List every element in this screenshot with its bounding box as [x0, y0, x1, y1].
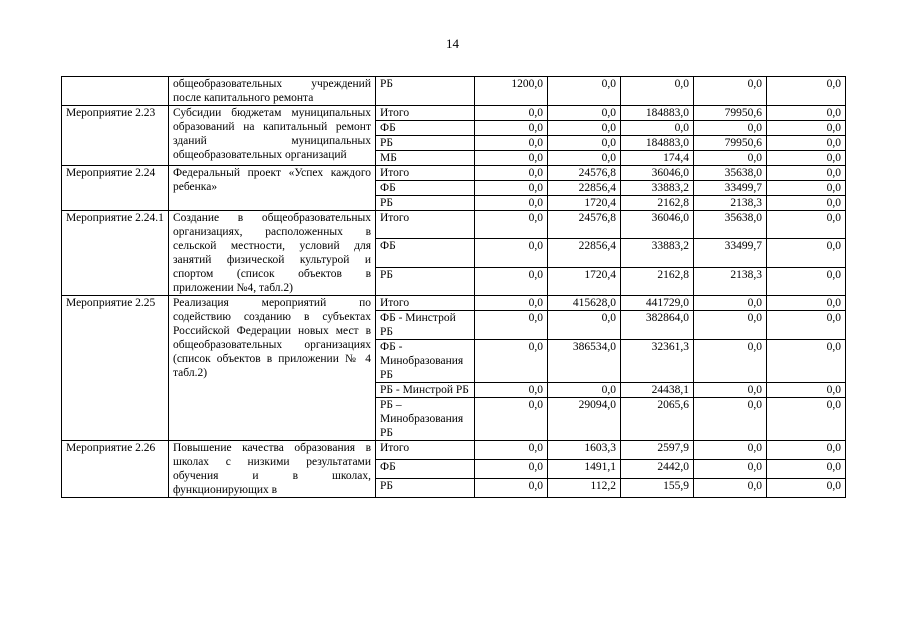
measure-code [62, 77, 169, 106]
funding-source: РБ [376, 479, 475, 498]
funding-source: Итого [376, 166, 475, 181]
table-row [62, 441, 846, 460]
funding-source: ФБ - Минстрой РБ [376, 311, 475, 340]
funding-source: Итого [376, 211, 475, 239]
amount-cell: 0,0 [475, 151, 548, 166]
amount-cell: 35638,0 [694, 166, 767, 181]
funding-source: ФБ [376, 181, 475, 196]
budget-table [61, 76, 846, 498]
amount-cell: 1603,3 [548, 441, 621, 460]
amount-cell: 35638,0 [694, 211, 767, 239]
amount-cell: 0,0 [475, 121, 548, 136]
amount-cell: 0,0 [694, 296, 767, 311]
funding-source: РБ [376, 267, 475, 295]
amount-cell: 184883,0 [621, 136, 694, 151]
amount-cell: 0,0 [694, 479, 767, 498]
amount-cell: 2138,3 [694, 267, 767, 295]
amount-cell: 0,0 [767, 267, 846, 295]
amount-cell: 0,0 [475, 166, 548, 181]
amount-cell: 112,2 [548, 479, 621, 498]
funding-source: МБ [376, 151, 475, 166]
amount-cell: 0,0 [767, 151, 846, 166]
amount-cell: 0,0 [475, 211, 548, 239]
amount-cell: 415628,0 [548, 296, 621, 311]
amount-cell: 0,0 [475, 460, 548, 479]
amount-cell: 0,0 [767, 136, 846, 151]
amount-cell: 386534,0 [548, 340, 621, 383]
amount-cell: 24576,8 [548, 166, 621, 181]
amount-cell: 0,0 [548, 311, 621, 340]
amount-cell: 36046,0 [621, 166, 694, 181]
amount-cell: 36046,0 [621, 211, 694, 239]
measure-description: Федеральный проект «Успех каждого ребенка» [169, 166, 376, 211]
amount-cell: 0,0 [694, 460, 767, 479]
amount-cell: 155,9 [621, 479, 694, 498]
amount-cell: 22856,4 [548, 181, 621, 196]
amount-cell: 33499,7 [694, 181, 767, 196]
amount-cell: 0,0 [475, 479, 548, 498]
funding-source: Итого [376, 106, 475, 121]
funding-source: РБ - Минстрой РБ [376, 383, 475, 398]
amount-cell: 29094,0 [548, 398, 621, 441]
funding-source: ФБ [376, 460, 475, 479]
amount-cell: 1200,0 [475, 77, 548, 106]
amount-cell: 2065,6 [621, 398, 694, 441]
amount-cell: 0,0 [767, 211, 846, 239]
amount-cell: 0,0 [475, 106, 548, 121]
amount-cell: 184883,0 [621, 106, 694, 121]
funding-source: РБ – Минобразования РБ [376, 398, 475, 441]
funding-source: Итого [376, 296, 475, 311]
amount-cell: 1720,4 [548, 196, 621, 211]
amount-cell: 0,0 [767, 311, 846, 340]
amount-cell: 0,0 [548, 383, 621, 398]
amount-cell: 0,0 [767, 441, 846, 460]
funding-source: Итого [376, 441, 475, 460]
measure-code: Мероприятие 2.26 [62, 441, 169, 498]
amount-cell: 1491,1 [548, 460, 621, 479]
measure-description: Повышение качества образования в школах с низкими результатами обучения и в школах, функционирующих в [169, 441, 376, 498]
amount-cell: 79950,6 [694, 106, 767, 121]
amount-cell: 174,4 [621, 151, 694, 166]
amount-cell: 0,0 [767, 479, 846, 498]
amount-cell: 0,0 [694, 121, 767, 136]
funding-source: ФБ [376, 121, 475, 136]
amount-cell: 2597,9 [621, 441, 694, 460]
amount-cell: 0,0 [475, 311, 548, 340]
amount-cell: 0,0 [694, 398, 767, 441]
amount-cell: 0,0 [475, 196, 548, 211]
amount-cell: 0,0 [475, 441, 548, 460]
amount-cell: 0,0 [548, 121, 621, 136]
amount-cell: 0,0 [694, 77, 767, 106]
funding-source: РБ [376, 196, 475, 211]
amount-cell: 22856,4 [548, 239, 621, 267]
measure-code: Мероприятие 2.24 [62, 166, 169, 211]
amount-cell: 0,0 [548, 77, 621, 106]
amount-cell: 0,0 [475, 267, 548, 295]
amount-cell: 0,0 [767, 106, 846, 121]
amount-cell: 0,0 [767, 121, 846, 136]
amount-cell: 0,0 [475, 136, 548, 151]
amount-cell: 0,0 [767, 166, 846, 181]
amount-cell: 441729,0 [621, 296, 694, 311]
amount-cell: 0,0 [767, 383, 846, 398]
table-row [62, 166, 846, 181]
amount-cell: 2162,8 [621, 196, 694, 211]
amount-cell: 0,0 [767, 460, 846, 479]
funding-source: ФБ - Минобразования РБ [376, 340, 475, 383]
amount-cell: 0,0 [694, 441, 767, 460]
amount-cell: 33883,2 [621, 181, 694, 196]
amount-cell: 24576,8 [548, 211, 621, 239]
amount-cell: 32361,3 [621, 340, 694, 383]
amount-cell: 0,0 [767, 196, 846, 211]
amount-cell: 2442,0 [621, 460, 694, 479]
measure-code: Мероприятие 2.24.1 [62, 211, 169, 296]
amount-cell: 0,0 [767, 296, 846, 311]
amount-cell: 0,0 [475, 398, 548, 441]
amount-cell: 0,0 [548, 136, 621, 151]
measure-description: Субсидии бюджетам муниципальных образований на капитальный ремонт зданий муниципальных общеобразовательных организаций [169, 106, 376, 166]
amount-cell: 0,0 [475, 239, 548, 267]
amount-cell: 0,0 [694, 340, 767, 383]
funding-source: РБ [376, 136, 475, 151]
amount-cell: 0,0 [694, 383, 767, 398]
measure-code: Мероприятие 2.25 [62, 296, 169, 441]
table-row [62, 296, 846, 311]
amount-cell: 1720,4 [548, 267, 621, 295]
amount-cell: 0,0 [767, 340, 846, 383]
amount-cell: 0,0 [548, 106, 621, 121]
table-row [62, 77, 846, 106]
amount-cell: 0,0 [475, 296, 548, 311]
amount-cell: 0,0 [621, 121, 694, 136]
amount-cell: 79950,6 [694, 136, 767, 151]
amount-cell: 0,0 [475, 383, 548, 398]
amount-cell: 0,0 [694, 151, 767, 166]
measure-description: Реализация мероприятий по содействию созданию в субъектах Российской Федерации новых мест в общеобразовательных организациях (список объектов в приложении № 4 табл.2) [169, 296, 376, 441]
amount-cell: 0,0 [767, 239, 846, 267]
table-row [62, 211, 846, 239]
funding-source: РБ [376, 77, 475, 106]
amount-cell: 0,0 [475, 340, 548, 383]
amount-cell: 0,0 [767, 181, 846, 196]
measure-description: Создание в общеобразовательных организациях, расположенных в сельской местности, условий для занятий физической культурой и спортом (список объектов в приложении №4, табл.2) [169, 211, 376, 296]
amount-cell: 382864,0 [621, 311, 694, 340]
amount-cell: 2138,3 [694, 196, 767, 211]
measure-code: Мероприятие 2.23 [62, 106, 169, 166]
amount-cell: 0,0 [694, 311, 767, 340]
amount-cell: 24438,1 [621, 383, 694, 398]
amount-cell: 0,0 [767, 77, 846, 106]
amount-cell: 2162,8 [621, 267, 694, 295]
amount-cell: 0,0 [621, 77, 694, 106]
amount-cell: 33499,7 [694, 239, 767, 267]
amount-cell: 0,0 [767, 398, 846, 441]
page-number: 14 [446, 36, 459, 51]
table-row [62, 106, 846, 121]
amount-cell: 0,0 [475, 181, 548, 196]
funding-source: ФБ [376, 239, 475, 267]
amount-cell: 33883,2 [621, 239, 694, 267]
measure-description: общеобразовательных учреждений после капитального ремонта [169, 77, 376, 106]
amount-cell: 0,0 [548, 151, 621, 166]
